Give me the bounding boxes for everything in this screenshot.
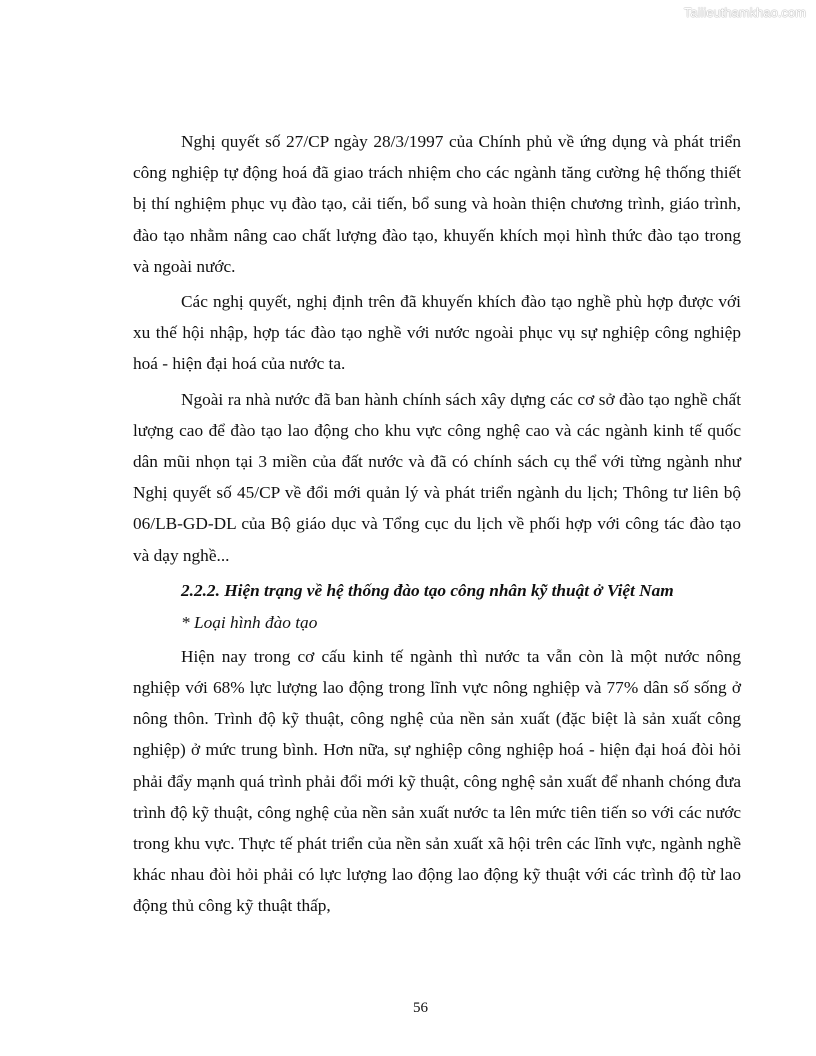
paragraph: Hiện nay trong cơ cấu kinh tế ngành thì nước ta vẫn còn là một nước nông nghiệp với 68% lực lượng lao động trong lĩnh vực nông nghiệp và 77% dân số sống ở nông thôn. Trình độ kỹ thuật, công nghệ của nền sản xuất (đặc biệt là sản xuất công nghiệp) ở mức trung bình. Hơn nữa, sự nghiệp công nghiệp hoá - hiện đại hoá đòi hỏi phải đẩy mạnh quá trình phải đổi mới kỹ thuật, công nghệ sản xuất để nhanh chóng đưa trình độ kỹ thuật, công nghệ của nền sản xuất nước ta lên mức tiên tiến so với các nước trong khu vực. Thực tế phát triển của nền sản xuất xã hội trên các lĩnh vực, ngành nghề khác nhau đòi hỏi phải có lực lượng lao động lao động kỹ thuật với các trình độ từ lao động thủ công kỹ thuật thấp, — [133, 646, 741, 916]
subheading: * Loại hình đào tạo — [181, 613, 318, 633]
page-number: 56 — [413, 1000, 428, 1016]
section-heading: 2.2.2. Hiện trạng về hệ thống đào tạo công nhân kỹ thuật ở Việt Nam — [181, 580, 674, 600]
paragraph: Ngoài ra nhà nước đã ban hành chính sách xây dựng các cơ sở đào tạo nghề chất lượng cao để đào tạo lao động cho khu vực công nghệ cao và các ngành kinh tế quốc dân mũi nhọn tại 3 miền của đất nước và đã có chính sách cụ thể với từng ngành như Nghị quyết số 45/CP về đổi mới quản lý và phát triển ngành du lịch; Thông tư liên bộ 06/LB-GD-DL của Bộ giáo dục và Tổng cục du lịch về phối hợp với công tác đào tạo và dạy nghề... — [133, 389, 741, 565]
paragraph: Nghị quyết số 27/CP ngày 28/3/1997 của Chính phủ về ứng dụng và phát triển công nghiệp tự động hoá đã giao trách nhiệm cho các ngành tăng cường hệ thống thiết bị thí nghiệm phục vụ đào tạo, cải tiến, bổ sung và hoàn thiện chương trình, giáo trình, đào tạo nhằm nâng cao chất lượng đào tạo, khuyến khích mọi hình thức đào tạo trong và ngoài nước. — [133, 132, 741, 276]
paragraph: Các nghị quyết, nghị định trên đã khuyến khích đào tạo nghề phù hợp được với xu thế hội nhập, hợp tác đào tạo nghề với nước ngoài phục vụ sự nghiệp công nghiệp hoá - hiện đại hoá của nước ta. — [133, 292, 741, 374]
document-body — [133, 126, 741, 926]
watermark: Tailieuthamkhao.com — [683, 5, 806, 20]
